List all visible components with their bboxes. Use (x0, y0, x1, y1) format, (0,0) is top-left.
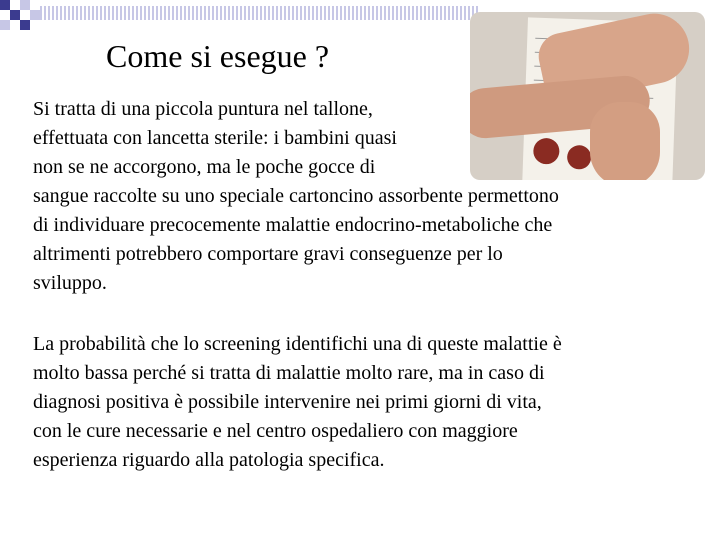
header-stripe-band (40, 6, 480, 20)
text-line: con le cure necessarie e nel centro ospedaliero con maggiore (33, 420, 518, 442)
text-line: non se ne accorgono, ma le poche gocce di (33, 156, 376, 178)
text-line: altrimenti potrebbero comportare gravi conseguenze per lo (33, 243, 503, 265)
text-line: diagnosi positiva è possibile intervenire nei primi giorni di vita, (33, 391, 542, 413)
text-line: sangue raccolte su uno speciale cartoncino assorbente permettono (33, 185, 559, 207)
text-line: esperienza riguardo alla patologia specifica. (33, 449, 385, 471)
text-line: La probabilità che lo screening identifichi una di queste malattie è (33, 333, 562, 355)
text-line: di individuare precocemente malattie endocrino-metaboliche che (33, 214, 553, 236)
corner-decoration (0, 0, 40, 40)
text-line: molto bassa perché si tratta di malattie molto rare, ma in caso di (33, 362, 545, 384)
text-line: sviluppo. (33, 272, 107, 294)
paragraph-probability (33, 330, 693, 475)
text-line: Si tratta di una piccola puntura nel tallone, (33, 98, 373, 120)
paragraph-procedure (33, 95, 693, 298)
text-line: effettuata con lancetta sterile: i bambini quasi (33, 127, 397, 149)
slide-title: Come si esegue ? (106, 38, 330, 74)
